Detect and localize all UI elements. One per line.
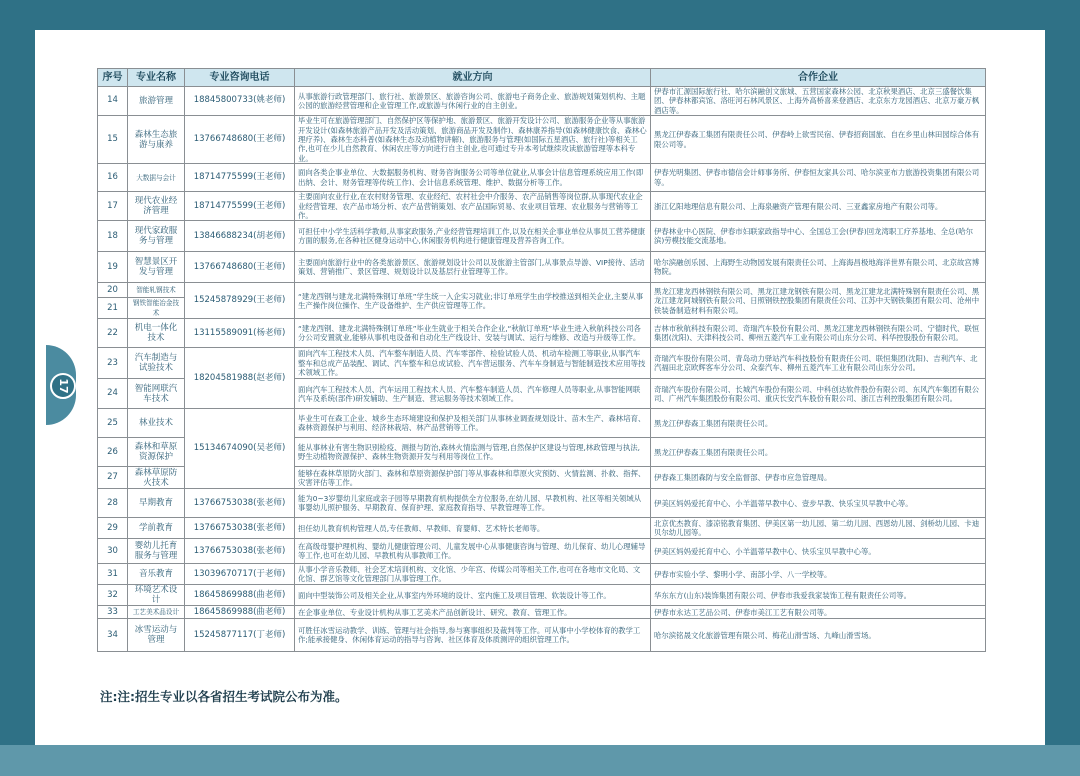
row-partners: 奇瑞汽车股份有限公司、长城汽车股份有限公司、中科创达软件股份有限公司、东风汽车集团有限公司、广州汽车集团股份有限公司、重庆长安汽车股份有限公司、浙江吉利控股集团有限公司。 (651, 379, 986, 409)
row-major: 智能轧钢技术 (128, 283, 185, 298)
row-employment: 担任幼儿教育机构管理人员,专任教师、早教师、育婴师、艺术特长老师等。 (295, 518, 651, 539)
row-major: 学前教育 (128, 518, 185, 539)
row-partners: 北京优杰教育、漆凉铭教育集团、伊美区第一幼儿园、第二幼儿园、西恩幼儿园、剑桥幼儿园、卡迪贝尔幼儿园等。 (651, 518, 986, 539)
row-major: 音乐教育 (128, 564, 185, 585)
row-partners: 华东东方(山东)装饰集团有限公司、伊春市我爱我家装饰工程有限责任公司等。 (651, 585, 986, 606)
row-phone: 13766748680(王老师) (185, 116, 295, 164)
row-phone: 18204581988(赵老师) (185, 348, 295, 409)
row-partners: 伊美区妈妈爱托育中心、小羊温蒂早教中心、快乐宝贝早教中心等。 (651, 539, 986, 564)
row-no: 30 (98, 539, 128, 564)
row-employment: 毕业生可在旅游管理部门、自然保护区等保护地、旅游景区、旅游开发设计公司、旅游服务企业等从事旅游开发设计(如森林旅游产品开发及活动策划、旅游商品开发及制作)、森林康养指导(如森林健康饮食、森林心理疗养)、森林生态科普(如森林生态及动植物讲解)、旅游服务与管理(如国际五星酒店、旅行社)等相关工作,也可在少儿自然教育、休闲农庄等方向进行自主创业,也可通过专升本考试继续攻读旅游管理等本科专业。 (295, 116, 651, 164)
row-major: 智能网联汽车技术 (128, 379, 185, 409)
page-number: 17 (50, 373, 76, 399)
row-major: 大数据与会计 (128, 164, 185, 192)
row-major: 冰雪运动与管理 (128, 619, 185, 652)
row-no: 33 (98, 606, 128, 619)
row-phone: 18645869988(曲老师) (185, 606, 295, 619)
row-phone: 13766753038(张老师) (185, 539, 295, 564)
row-no: 27 (98, 467, 128, 489)
row-employment: 主要面向农业行业,在农村财务管理、农业经纪、农村社会中介服务、农产品销售等岗位群,从事现代农业企业经营管理、农产品市场分析、农产品营销策划、农产品国际贸易、农业项目管理、农业服务与营销等工作。 (295, 192, 651, 221)
row-no: 20 (98, 283, 128, 298)
row-major: 婴幼儿托育服务与管理 (128, 539, 185, 564)
table-row (98, 348, 986, 379)
table-row (98, 564, 986, 585)
row-phone: 13846688234(胡老师) (185, 221, 295, 252)
row-employment: 能从事林业有害生物识别检疫、测报与防治,森林火情监测与管理,自然保护区建设与管理,林政管理与执法,野生动植物资源保护、森林生物资源开发与利用等岗位工作。 (295, 438, 651, 467)
row-major: 钢铁智能冶金技术 (128, 298, 185, 319)
row-partners: 哈尔滨铭晟文化旅游管理有限公司、梅花山滑雪场、九峰山滑雪场。 (651, 619, 986, 652)
row-employment: “建龙西钢与建龙北满特殊钢订单班”学生统一入企实习就业;非订单班学生由学校推送到相关企业,主要从事生产操作岗位操作、生产设备维护、生产供应管理等工作。 (295, 283, 651, 319)
majors-table (97, 68, 986, 652)
row-partners: 伊美区妈妈爱托育中心、小羊温蒂早教中心、壹步早教、快乐宝贝早教中心等。 (651, 489, 986, 518)
row-partners: 奇瑞汽车股份有限公司、青岛动力驿站汽车科技股份有限责任公司、联恒集团(沈阳)、吉利汽车、北汽福田北京欧辉客车分公司、众泰汽车、柳州五菱汽车工业有限公司山东分公司。 (651, 348, 986, 379)
row-no: 26 (98, 438, 128, 467)
row-phone: 18714775599(王老师) (185, 164, 295, 192)
footnote: 注:注:招生专业以各省招生考试院公布为准。 (100, 689, 348, 704)
row-phone: 15245877117(丁老师) (185, 619, 295, 652)
table-row (98, 518, 986, 539)
row-phone: 18645869988(曲老师) (185, 585, 295, 606)
row-no: 34 (98, 619, 128, 652)
row-major: 现代农业经济管理 (128, 192, 185, 221)
row-partners: 黑龙江伊春森工集团有限责任公司。 (651, 409, 986, 438)
row-partners: 黑龙江建龙西林钢铁有限公司、黑龙江建龙钢铁有限公司、黑龙江建龙北满特殊钢有限责任公司、黑龙江建龙阿城钢铁有限公司、日照钢铁控股集团有限责任公司、江苏中天钢铁集团有限公司、沧州中铁装备制造材料有限公司。 (651, 283, 986, 319)
row-employment: 面向汽车工程技术人员、汽车整车制造人员、汽车零部件、检验试验人员、机动车检测工等职业,从事汽车整车和总成产品装配、调试、汽车整车和总成试验、汽车营运服务、汽车车身制造与智能制造技术应用等技术领域工作。 (295, 348, 651, 379)
row-major: 旅游管理 (128, 87, 185, 116)
row-employment: “建龙西钢、建龙北满特殊钢订单班”毕业生就业于相关合作企业,“秋航订单班”毕业生进入秋航科技公司各分公司安置就业,能够从事机电设备和自动化生产线设计、安装与调试、运行与维修、改造与升级等工作。 (295, 319, 651, 348)
header-no: 序号 (98, 69, 128, 87)
row-major: 森林生态旅游与康养 (128, 116, 185, 164)
row-phone: 13766753038(张老师) (185, 518, 295, 539)
header-major: 专业名称 (128, 69, 185, 87)
row-major: 工艺美术品设计 (128, 606, 185, 619)
row-major: 早期教育 (128, 489, 185, 518)
row-phone: 18845800733(姚老师) (185, 87, 295, 116)
row-major: 现代家政服务与管理 (128, 221, 185, 252)
row-phone: 13766748680(王老师) (185, 252, 295, 283)
row-major: 环境艺术设计 (128, 585, 185, 606)
row-partners: 吉林市秋航科技有限公司、奇瑞汽车股份有限公司、黑龙江建龙西林钢铁有限公司、宁德时代、联恒集团(沈阳)、天津科技公司、柳州五菱汽车工业有限公司山东分公司、科华控股股份有限公司。 (651, 319, 986, 348)
table-row (98, 192, 986, 221)
row-no: 18 (98, 221, 128, 252)
row-major: 汽车制造与试验技术 (128, 348, 185, 379)
row-major: 智慧景区开发与管理 (128, 252, 185, 283)
row-partners: 伊春林业中心医院、伊春市妇联家政指导中心、全国总工会(伊春)回龙湾职工疗养基地、全总(哈尔滨)劳模技能交流基地。 (651, 221, 986, 252)
table-row (98, 164, 986, 192)
row-no: 25 (98, 409, 128, 438)
row-no: 22 (98, 319, 128, 348)
row-major: 林业技术 (128, 409, 185, 438)
row-partners: 哈尔滨融创乐园、上海野生动物园发展有限责任公司、上海海昌极地海洋世界有限公司、北京故宫博物院。 (651, 252, 986, 283)
row-no: 32 (98, 585, 128, 606)
row-no: 28 (98, 489, 128, 518)
row-phone: 13039670717(于老师) (185, 564, 295, 585)
row-no: 31 (98, 564, 128, 585)
row-no: 29 (98, 518, 128, 539)
row-employment: 可胜任冰雪运动教学、训练、管理与社会指导,参与赛事组织及裁判等工作。可从事中小学校体育的教学工作;能承接健身、休闲体育运动的指导与咨询、社区体育及体质测评的组织管理工作。 (295, 619, 651, 652)
table-header-row (98, 69, 986, 87)
table-row (98, 619, 986, 652)
row-major: 森林和草原资源保护 (128, 438, 185, 467)
row-partners: 伊春光明集团、伊春市德信会计师事务所、伊春恒友家具公司、哈尔滨亚布力旅游投资集团有限公司等。 (651, 164, 986, 192)
row-no: 16 (98, 164, 128, 192)
row-phone: 13766753038(张老师) (185, 489, 295, 518)
header-phone: 专业咨询电话 (185, 69, 295, 87)
table-row (98, 87, 986, 116)
row-employment: 面向汽车工程技术人员、汽车运用工程技术人员、汽车整车制造人员、汽车修理人员等职业,从事智能网联汽车及系统(部件)研发辅助、生产制造、营运服务等技术领域工作。 (295, 379, 651, 409)
row-employment: 能够在森林草原防火部门、森林和草原资源保护部门等从事森林和草原火灾预防、火情监测、扑救、指挥、灾害评估等工作。 (295, 467, 651, 489)
table-row (98, 319, 986, 348)
table-row (98, 283, 986, 298)
header-partners: 合作企业 (651, 69, 986, 87)
row-employment: 能为0~3岁婴幼儿家庭或亲子园等早期教育机构提供全方位服务,在幼儿园、早教机构、社区等相关领域从事婴幼儿照护服务、早期教育、保育护理、家庭教育指导、早教管理等工作。 (295, 489, 651, 518)
row-partners: 黑龙江伊春森工集团有限责任公司。 (651, 438, 986, 467)
row-employment: 主要面向旅游行业中的各类旅游景区、旅游规划设计公司以及旅游主管部门,从事景点导游、VIP接待、活动策划、营销推广、景区管理、规划设计以及基层行业管理等工作。 (295, 252, 651, 283)
row-employment: 可担任中小学生活科学教师,从事家政服务,产业经营管理培训工作,以及在相关企事业单位从事员工营养健康方面的服务,在各种社区健身运动中心,休闲服务机构进行健康管理及营养咨询工作。 (295, 221, 651, 252)
row-employment: 在企事业单位、专业设计机构从事工艺美术产品创新设计、研究、教育、管理工作。 (295, 606, 651, 619)
row-partners: 伊春市永达工艺品公司、伊春市美江工艺有限公司等。 (651, 606, 986, 619)
table-row (98, 539, 986, 564)
row-employment: 从事旅游行政管理部门、旅行社、旅游景区、旅游咨询公司、旅游电子商务企业、旅游规划策划机构、主题公园的旅游经营管理和企业管理工作,或旅游与休闲行业的自主创业。 (295, 87, 651, 116)
row-partners: 黑龙江伊春森工集团有限责任公司、伊春岭上欲雪民宿、伊春招商国旅、自在乡里山林田园综合体有限公司等。 (651, 116, 986, 164)
row-employment: 面向各类企事业单位、大数据服务机构、财务咨询服务公司等单位就业,从事会计信息管理系统应用工作(即出纳、会计、财务管理等传统工作)、会计信息系统管理、维护、数据分析等工作。 (295, 164, 651, 192)
table-row (98, 252, 986, 283)
row-employment: 面向中型装饰公司及相关企业,从事室内外环境的设计、室内施工及项目管理、软装设计等工作。 (295, 585, 651, 606)
row-partners: 浙江亿阳地理信息有限公司、上海泉融资产管理有限公司、三亚鑫家房地产有限公司等。 (651, 192, 986, 221)
table-row (98, 221, 986, 252)
row-major: 森林草原防火技术 (128, 467, 185, 489)
row-phone: 15134674090(吴老师) (185, 409, 295, 489)
row-no: 19 (98, 252, 128, 283)
table-row (98, 606, 986, 619)
row-employment: 毕业生可在森工企业、城乡生态环境建设和保护及相关部门从事林业调查规划设计、苗木生产、森林培育、森林资源保护与利用、经济林栽培、林产品营销等工作。 (295, 409, 651, 438)
row-no: 21 (98, 298, 128, 319)
row-partners: 伊春森工集团森防与安全监督部、伊春市应急管理局。 (651, 467, 986, 489)
row-major: 机电一体化技术 (128, 319, 185, 348)
row-partners: 伊春市实验小学、黎明小学、南部小学、八一学校等。 (651, 564, 986, 585)
table-row (98, 409, 986, 438)
table-row (98, 489, 986, 518)
table-row (98, 116, 986, 164)
row-employment: 从事小学音乐教师、社会艺术培训机构、文化馆、少年宫、传媒公司等相关工作,也可在各地市文化局、文化馆、群艺馆等文化管理部门从事管理工作。 (295, 564, 651, 585)
row-phone: 18714775599(王老师) (185, 192, 295, 221)
row-phone: 15245878929(王老师) (185, 283, 295, 319)
row-no: 15 (98, 116, 128, 164)
table-row (98, 585, 986, 606)
row-no: 23 (98, 348, 128, 379)
row-no: 17 (98, 192, 128, 221)
row-employment: 在高级母婴护理机构、婴幼儿健康管理公司、儿童发展中心从事健康咨询与管理、幼儿保育、幼儿心理辅导等工作,也可在幼儿园、早教机构从事教师工作。 (295, 539, 651, 564)
header-employment: 就业方向 (295, 69, 651, 87)
row-phone: 13115589091(杨老师) (185, 319, 295, 348)
row-no: 24 (98, 379, 128, 409)
row-no: 14 (98, 87, 128, 116)
row-partners: 伊春市汇源国际旅行社、哈尔滨融创文旅城、五营国家森林公园、北京秋果酒店、北京三盛餐饮集团、伊春林都宾馆、洛旺河石林风景区、上海外高桥喜来登酒店、北京东方龙园酒店、北京万豪万枫酒店等。 (651, 87, 986, 116)
bottom-strip (0, 745, 1080, 776)
